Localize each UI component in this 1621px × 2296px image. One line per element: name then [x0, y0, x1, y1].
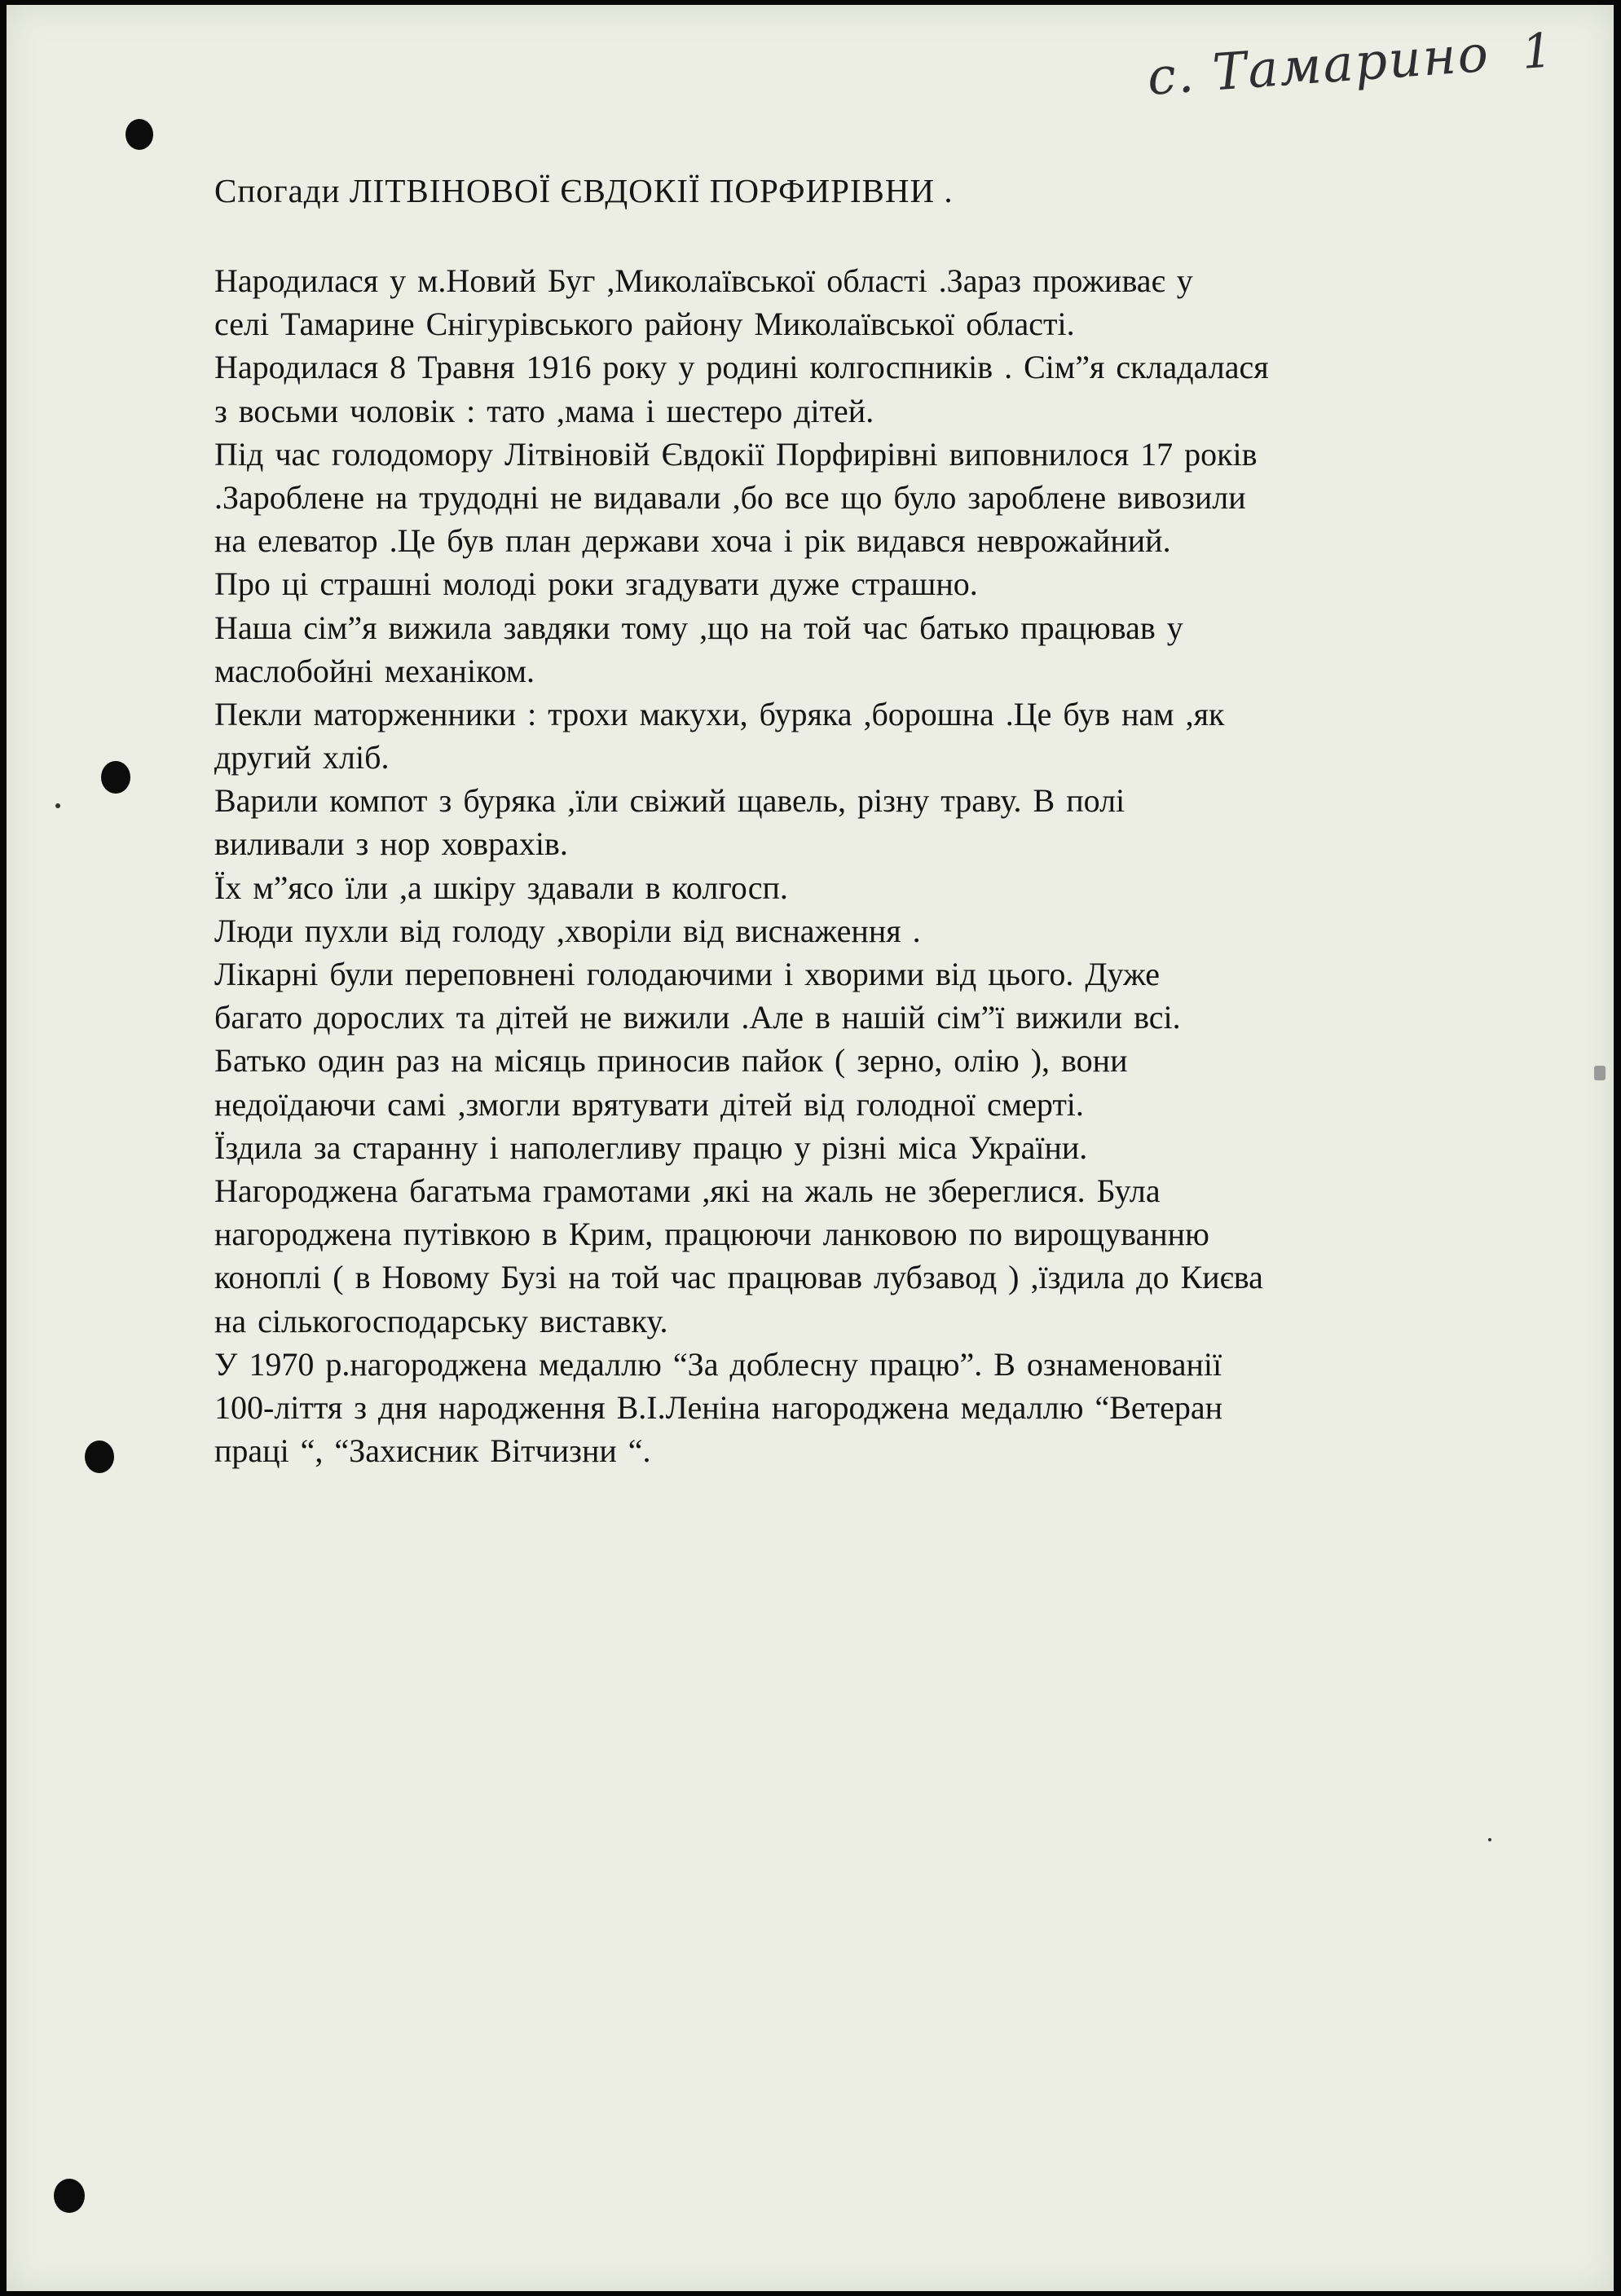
text-line: багато дорослих та дітей не вижили .Але в нашій сім”ї вижили всі.	[214, 999, 1181, 1036]
text-line: Варили компот з буряка ,їли свіжий щавель, різну траву. В полі	[214, 782, 1125, 820]
text-line: маслобойні механіком.	[214, 652, 535, 689]
paper-speck	[55, 803, 60, 808]
text-line: на елеватор .Це був план держави хоча і рік видався неврожайний.	[214, 522, 1171, 560]
text-line: другий хліб.	[214, 739, 390, 776]
document-title: Спогади ЛІТВІНОВОЇ ЄВДОКІЇ ПОРФИРІВНИ .	[214, 172, 954, 209]
paper-speck	[1594, 1066, 1606, 1080]
punch-hole-1	[126, 119, 153, 150]
text-line: селі Тамарине Снігурівського району Миколаївської області.	[214, 306, 1075, 343]
text-line: Люди пухли від голоду ,хворіли від виснаження .	[214, 912, 921, 949]
text-line: Лікарні були переповнені голодаючими і хворими від цього. Дуже	[214, 956, 1160, 992]
text-line: .Зароблене на трудодні не видавали ,бо все що було зароблене вивозили	[214, 478, 1246, 516]
punch-hole-4	[54, 2179, 85, 2213]
text-line: виливали з нор ховрахів.	[214, 825, 568, 863]
text-line: Під час голодомору Літвіновій Євдокії Порфирівні виповнилося 17 років	[214, 435, 1258, 473]
handwritten-page-number: 1	[1520, 22, 1556, 80]
text-line: Їздила за старанну і наполегливу працю у різні міса України.	[214, 1128, 1088, 1166]
text-line: Нагороджена багатьма грамотами ,які на жаль не збереглися. Була	[214, 1172, 1161, 1209]
text-line: Наша сім”я вижила завдяки тому ,що на той час батько працював у	[214, 609, 1183, 646]
text-line: нагороджена путівкою в Крим, працюючи ланковою по вирощуванню	[214, 1216, 1209, 1253]
text-line: Пекли маторженники : трохи макухи, буряка ,борошна .Це був нам ,як	[214, 695, 1225, 732]
text-line: Про ці страшні молоді роки згадувати дуже страшно.	[214, 565, 978, 603]
paper-speck	[1488, 1838, 1491, 1841]
text-line: Народилася 8 Травня 1916 року у родині колгоспників . Сім”я складалася	[214, 349, 1269, 386]
text-line: коноплі ( в Новому Бузі на той час працював лубзавод ) ,їздила до Києва	[214, 1259, 1263, 1296]
document-page	[7, 5, 1614, 2291]
handwritten-annotation	[1145, 19, 1555, 107]
punch-hole-2	[101, 761, 130, 794]
text-line: недоїдаючи самі ,змогли врятувати дітей від голодної смерті.	[214, 1085, 1084, 1123]
text-line: Народилася у м.Новий Буг ,Миколаївської області .Зараз проживає у	[214, 262, 1193, 299]
text-line: Батько один раз на місяць приносив пайок ( зерно, олію ), вони	[214, 1042, 1128, 1080]
text-line: праці “, “Захисник Вітчизни “.	[214, 1432, 651, 1470]
memoir-text	[214, 259, 1486, 1472]
handwritten-village-name: с. Тамарино	[1145, 23, 1492, 107]
punch-hole-3	[85, 1440, 114, 1473]
text-line: Їх м”ясо їли ,а шкіру здавали в колгосп.	[214, 869, 788, 906]
text-line: У 1970 р.нагороджена медаллю “За доблесну працю”. В ознаменованії	[214, 1345, 1222, 1383]
text-line: 100-ліття з дня народження В.І.Леніна нагороджена медаллю “Ветеран	[214, 1388, 1223, 1426]
text-line: з восьми чоловік : тато ,мама і шестеро дітей.	[214, 392, 874, 429]
text-line: на сількогосподарську виставку.	[214, 1302, 668, 1339]
